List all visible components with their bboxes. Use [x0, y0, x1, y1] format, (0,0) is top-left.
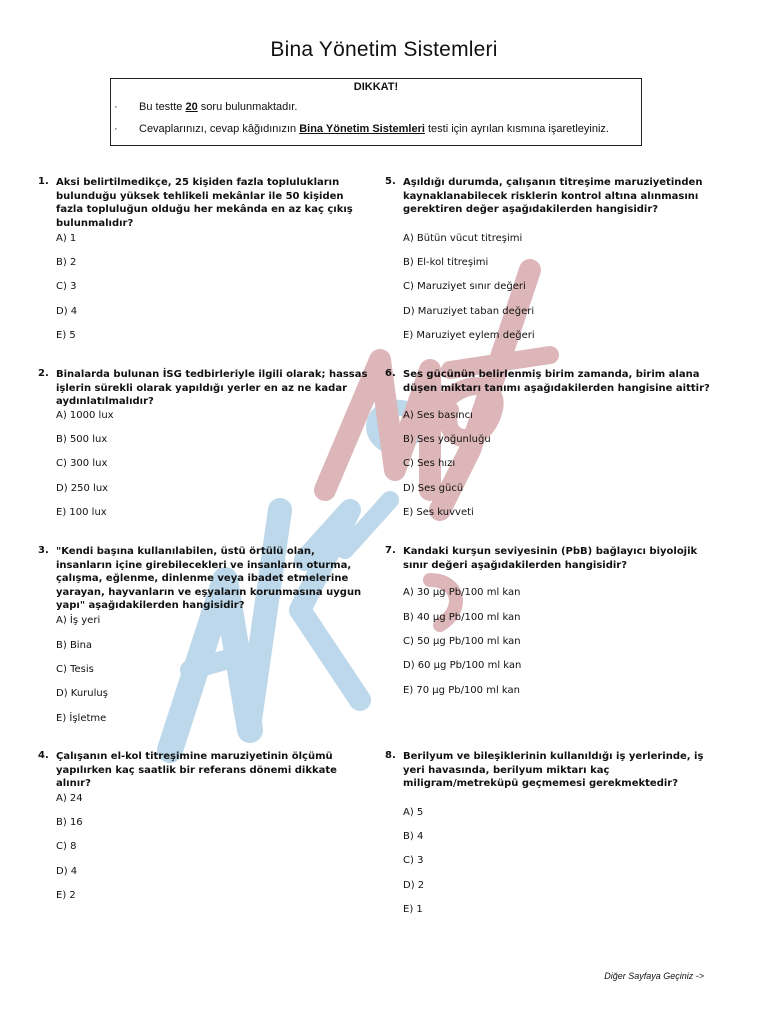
option-a[interactable]: A) İş yeri: [56, 615, 101, 626]
watermark-stroke-blue: [345, 500, 390, 550]
question-number: 6.: [385, 368, 396, 379]
question-text: Kandaki kurşun seviyesinin (PbB) bağlayıcı biyolojik sınır değeri aşağıdakilerden hangisidir?: [403, 546, 698, 571]
option-e[interactable]: E) Maruziyet eylem değeri: [403, 330, 535, 341]
option-b[interactable]: B) 16: [56, 817, 83, 828]
option-a[interactable]: A) 5: [403, 807, 424, 818]
notice-line-1-text-end: soru bulunmaktadır.: [197, 101, 298, 113]
option-c[interactable]: C) Tesis: [56, 664, 94, 675]
page-title: Bina Yönetim Sistemleri: [270, 38, 498, 61]
question-number: 4.: [38, 750, 49, 761]
option-c[interactable]: C) 300 lux: [56, 458, 108, 469]
next-page-note: Diğer Sayfaya Geçiniz ->: [604, 971, 704, 981]
option-e[interactable]: E) 2: [56, 890, 76, 901]
option-c[interactable]: C) Maruziyet sınır değeri: [403, 281, 526, 292]
option-d[interactable]: D) Ses gücü: [403, 483, 464, 494]
question-text: "Kendi başına kullanılabilen, üstü örtülü olan, insanların içine girebilecekleri ve insanların oturma, çalışma, eğlenme, dinlenme veya ibadet etmelerine yarayan, hayvanların ve eşyaların korunmasına uygun yapı" aşağıdakilerden hangisidir?: [56, 546, 362, 611]
notice-line-2-text: Cevaplarınızı, cevap kâğıdınızın: [139, 123, 300, 135]
option-a[interactable]: A) 1: [56, 233, 77, 244]
question-number: 1.: [38, 176, 49, 187]
option-d[interactable]: D) 60 µg Pb/100 ml kan: [403, 660, 522, 671]
option-e[interactable]: E) 5: [56, 330, 76, 341]
option-e[interactable]: E) İşletme: [56, 713, 107, 724]
option-a[interactable]: A) 30 µg Pb/100 ml kan: [403, 587, 521, 598]
notice-line-2-text-end: testi için ayrılan kısmına işaretleyiniz.: [424, 123, 609, 135]
bullet-icon: ·: [114, 101, 118, 113]
question-text: Aşıldığı durumda, çalışanın titreşime maruziyetinden kaynaklanabilecek risklerin kontrol altına alınmasını gerektiren değer aşağıdakilerden hangisidir?: [403, 177, 703, 215]
option-c[interactable]: C) 8: [56, 841, 77, 852]
option-b[interactable]: B) 4: [403, 831, 424, 842]
option-a[interactable]: A) 1000 lux: [56, 410, 114, 421]
option-a[interactable]: A) Bütün vücut titreşimi: [403, 233, 523, 244]
question-text: Ses gücünün belirlenmiş birim zamanda, birim alana düşen miktarı tanımı aşağıdakilerden hangisine aittir?: [403, 369, 710, 394]
option-e[interactable]: E) 1: [403, 904, 423, 915]
notice-box: [110, 78, 642, 146]
question-number: 8.: [385, 750, 396, 761]
option-d[interactable]: D) 4: [56, 306, 78, 317]
question-text: Berilyum ve bileşiklerinin kullanıldığı iş yerlerinde, iş yeri havasında, berilyum miktarı kaç miligram/metreküpü geçmemesi gerekmektedir?: [403, 751, 704, 789]
option-c[interactable]: C) 3: [403, 855, 424, 866]
question-text: Aksi belirtilmedikçe, 25 kişiden fazla toplulukların bulunduğu yüksek tehlikeli mekânlar ile 50 kişiden fazla topluluğun olduğu her mekânda en az kaç çıkış bulunmalıdır?: [56, 177, 353, 229]
question-count: 20: [185, 101, 198, 113]
option-c[interactable]: C) 50 µg Pb/100 ml kan: [403, 636, 521, 647]
option-b[interactable]: B) 40 µg Pb/100 ml kan: [403, 612, 521, 623]
option-b[interactable]: B) Bina: [56, 640, 93, 651]
option-c[interactable]: C) Ses hızı: [403, 458, 456, 469]
watermark-logo: [130, 250, 610, 770]
option-d[interactable]: D) 2: [403, 880, 425, 891]
option-b[interactable]: B) El-kol titreşimi: [403, 257, 489, 268]
option-a[interactable]: A) Ses basıncı: [403, 410, 473, 421]
option-d[interactable]: D) Maruziyet taban değeri: [403, 306, 535, 317]
watermark-stroke-blue: [250, 510, 280, 720]
question-text: Binalarda bulunan İSG tedbirleriyle ilgili olarak; hassas işlerin sürekli olarak yapıldığı yerler en az ne kadar aydınlatılmalıdır?: [56, 369, 368, 407]
watermark-stroke-blue: [190, 650, 260, 670]
option-a[interactable]: A) 24: [56, 793, 83, 804]
option-e[interactable]: E) 70 µg Pb/100 ml kan: [403, 685, 520, 696]
option-e[interactable]: E) 100 lux: [56, 507, 107, 518]
bullet-icon: ·: [114, 123, 118, 135]
question-text: Çalışanın el-kol titreşimine maruziyetinin ölçümü yapılırken kaç saatlik bir referans dönemi dikkate alınır?: [56, 751, 337, 789]
question-number: 2.: [38, 368, 49, 379]
option-d[interactable]: D) 4: [56, 866, 78, 877]
option-b[interactable]: B) 2: [56, 257, 77, 268]
option-d[interactable]: D) Kuruluş: [56, 688, 108, 699]
notice-line-1-text: Bu testte: [139, 101, 186, 113]
option-d[interactable]: D) 250 lux: [56, 483, 109, 494]
question-number: 3.: [38, 545, 49, 556]
option-c[interactable]: C) 3: [56, 281, 77, 292]
question-number: 7.: [385, 545, 396, 556]
option-b[interactable]: B) Ses yoğunluğu: [403, 434, 491, 445]
notice-heading: DIKKAT!: [353, 81, 399, 93]
test-name: Bina Yönetim Sistemleri: [299, 123, 425, 135]
option-e[interactable]: E) Ses kuvveti: [403, 507, 474, 518]
question-number: 5.: [385, 176, 396, 187]
option-b[interactable]: B) 500 lux: [56, 434, 108, 445]
